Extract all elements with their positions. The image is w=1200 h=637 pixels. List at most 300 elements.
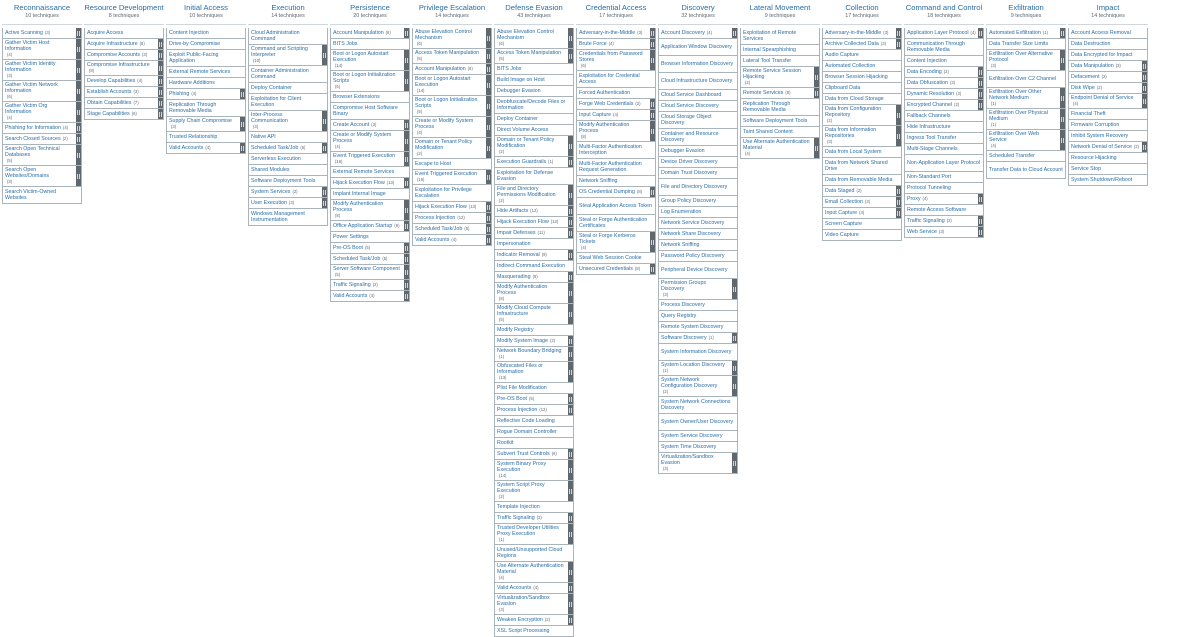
technique-link[interactable] (85, 76, 158, 86)
technique-label[interactable]: Boot or Logon Autostart Execution (415, 76, 471, 88)
technique-label[interactable]: Container Administration Command (251, 68, 309, 80)
technique-link[interactable] (987, 50, 1060, 70)
expand-subtechniques-handle-icon[interactable] (568, 250, 573, 260)
technique-label[interactable]: Shared Modules (251, 167, 290, 173)
technique-link[interactable] (823, 208, 896, 218)
technique-cell[interactable] (822, 94, 902, 105)
technique-cell[interactable] (166, 132, 246, 143)
technique-link[interactable] (167, 78, 245, 88)
technique-link[interactable] (905, 183, 983, 193)
expand-subtechniques-handle-icon[interactable] (568, 136, 573, 156)
technique-label[interactable]: Defacement (1071, 74, 1100, 80)
technique-label[interactable]: Browser Session Hijacking (825, 74, 888, 80)
tactic-header[interactable] (904, 3, 984, 25)
technique-cell[interactable] (1068, 61, 1148, 72)
tactic-header[interactable] (822, 3, 902, 25)
expand-subtechniques-handle-icon[interactable] (1142, 61, 1147, 71)
technique-link[interactable] (495, 449, 568, 459)
technique-label[interactable]: Data from Cloud Storage (825, 96, 884, 102)
technique-link[interactable] (249, 28, 327, 44)
technique-link[interactable] (167, 39, 245, 49)
expand-subtechniques-handle-icon[interactable] (1060, 50, 1065, 70)
technique-label[interactable]: Transfer Data to Cloud Account (989, 167, 1063, 173)
technique-cell[interactable] (494, 347, 574, 362)
expand-subtechniques-handle-icon[interactable] (486, 138, 491, 158)
technique-link[interactable] (3, 187, 81, 203)
expand-subtechniques-handle-icon[interactable] (76, 28, 81, 38)
technique-label[interactable]: Steal or Forge Authentication Certificates (579, 217, 648, 229)
technique-label[interactable]: External Remote Services (333, 169, 395, 175)
technique-label[interactable]: Rogue Domain Controller (497, 429, 557, 435)
technique-cell[interactable] (330, 189, 410, 200)
technique-label[interactable]: Rootkit (497, 440, 514, 446)
technique-link[interactable] (495, 64, 573, 74)
technique-cell[interactable] (166, 39, 246, 50)
technique-link[interactable] (413, 185, 491, 201)
technique-cell[interactable] (904, 67, 984, 78)
technique-label[interactable]: Abuse Elevation Control Mechanism (497, 29, 554, 41)
technique-label[interactable]: Exploitation for Credential Access (579, 73, 640, 85)
technique-link[interactable] (3, 145, 76, 165)
technique-link[interactable] (823, 94, 901, 104)
technique-cell[interactable] (494, 449, 574, 460)
technique-cell[interactable] (494, 272, 574, 283)
technique-cell[interactable] (166, 100, 246, 117)
expand-subtechniques-handle-icon[interactable] (650, 39, 655, 49)
technique-link[interactable] (495, 239, 573, 249)
technique-cell[interactable] (904, 39, 984, 56)
technique-cell[interactable] (658, 73, 738, 90)
technique-link[interactable] (577, 110, 650, 120)
expand-subtechniques-handle-icon[interactable] (486, 224, 491, 234)
technique-label[interactable]: Network Sniffing (661, 242, 700, 248)
expand-subtechniques-handle-icon[interactable] (650, 121, 655, 141)
technique-link[interactable] (823, 186, 896, 196)
technique-link[interactable] (167, 143, 240, 153)
technique-cell[interactable] (84, 39, 164, 50)
technique-label[interactable]: Compromise Accounts (87, 52, 140, 58)
technique-label[interactable]: Data Obfuscation (907, 80, 948, 86)
technique-link[interactable] (1069, 39, 1147, 49)
expand-subtechniques-handle-icon[interactable] (568, 157, 573, 167)
technique-cell[interactable] (904, 194, 984, 205)
technique-cell[interactable] (412, 224, 492, 235)
technique-label[interactable]: User Execution (251, 200, 287, 206)
technique-link[interactable] (495, 347, 568, 361)
expand-subtechniques-handle-icon[interactable] (404, 178, 409, 188)
technique-link[interactable] (905, 39, 983, 55)
expand-subtechniques-handle-icon[interactable] (240, 89, 245, 99)
technique-cell[interactable] (904, 28, 984, 39)
technique-link[interactable] (85, 50, 158, 60)
technique-label[interactable]: System Binary Proxy Execution (497, 461, 547, 473)
technique-label[interactable]: Software Deployment Tools (251, 178, 316, 184)
technique-cell[interactable] (658, 262, 738, 279)
technique-link[interactable] (987, 39, 1065, 49)
technique-label[interactable]: Multi-Stage Channels (907, 146, 958, 152)
technique-label[interactable]: Scheduled Task/Job (415, 226, 463, 232)
technique-link[interactable] (167, 28, 245, 38)
technique-cell[interactable] (576, 142, 656, 159)
technique-link[interactable] (659, 39, 737, 55)
expand-subtechniques-handle-icon[interactable] (568, 304, 573, 324)
technique-label[interactable]: Ingress Tool Transfer (907, 135, 957, 141)
technique-cell[interactable] (330, 103, 410, 120)
tactic-name[interactable]: Reconnaissance (13, 3, 71, 12)
technique-link[interactable] (495, 114, 573, 124)
technique-cell[interactable] (330, 131, 410, 152)
technique-link[interactable] (167, 50, 245, 66)
technique-cell[interactable] (904, 216, 984, 227)
technique-cell[interactable] (494, 64, 574, 75)
technique-cell[interactable] (248, 83, 328, 94)
expand-subtechniques-handle-icon[interactable] (404, 50, 409, 70)
technique-label[interactable]: File and Directory Discovery (661, 184, 728, 190)
technique-label[interactable]: Acquire Access (87, 30, 124, 36)
technique-link[interactable] (495, 524, 568, 544)
technique-label[interactable]: Traffic Signaling (497, 515, 535, 521)
technique-link[interactable] (495, 438, 573, 448)
technique-label[interactable]: Exploit Public-Facing Application (169, 52, 219, 64)
technique-label[interactable]: Scheduled Transfer (989, 153, 1035, 159)
technique-label[interactable]: Valid Accounts (333, 293, 368, 299)
technique-label[interactable]: Unused/Unsupported Cloud Regions (497, 547, 563, 559)
technique-link[interactable] (577, 99, 650, 109)
expand-subtechniques-handle-icon[interactable] (1060, 28, 1065, 38)
expand-subtechniques-handle-icon[interactable] (896, 39, 901, 49)
technique-label[interactable]: Boot or Logon Autostart Execution (333, 51, 389, 63)
expand-subtechniques-handle-icon[interactable] (322, 143, 327, 153)
technique-link[interactable] (331, 92, 409, 102)
technique-cell[interactable] (986, 39, 1066, 50)
technique-link[interactable] (823, 83, 901, 93)
technique-link[interactable] (413, 224, 486, 234)
technique-link[interactable] (577, 50, 650, 70)
technique-link[interactable] (249, 111, 322, 131)
technique-link[interactable] (3, 81, 76, 101)
technique-label[interactable]: Replication Through Removable Media (169, 102, 217, 114)
expand-subtechniques-handle-icon[interactable] (404, 28, 409, 38)
technique-link[interactable] (167, 117, 240, 131)
technique-label[interactable]: Scheduled Task/Job (333, 256, 381, 262)
expand-subtechniques-handle-icon[interactable] (322, 111, 327, 131)
technique-link[interactable] (577, 198, 655, 214)
technique-label[interactable]: Direct Volume Access (497, 127, 549, 133)
technique-cell[interactable] (494, 261, 574, 272)
technique-cell[interactable] (822, 28, 902, 39)
technique-label[interactable]: System Time Discovery (661, 444, 717, 450)
technique-label[interactable]: Subvert Trust Controls (497, 451, 550, 457)
expand-subtechniques-handle-icon[interactable] (486, 202, 491, 212)
expand-subtechniques-handle-icon[interactable] (568, 583, 573, 593)
technique-label[interactable]: Cloud Infrastructure Discovery (661, 78, 733, 84)
technique-cell[interactable] (166, 89, 246, 100)
technique-cell[interactable] (658, 251, 738, 262)
technique-cell[interactable] (904, 111, 984, 122)
technique-cell[interactable] (658, 344, 738, 361)
technique-link[interactable] (495, 383, 573, 393)
technique-cell[interactable] (904, 78, 984, 89)
expand-subtechniques-handle-icon[interactable] (568, 283, 573, 303)
technique-cell[interactable] (1068, 120, 1148, 131)
technique-label[interactable]: Execution Guardrails (497, 159, 547, 165)
technique-cell[interactable] (494, 545, 574, 562)
technique-label[interactable]: Exploitation for Privilege Escalation (415, 187, 472, 199)
expand-subtechniques-handle-icon[interactable] (978, 28, 983, 38)
technique-label[interactable]: Use Alternate Authentication Material (743, 139, 810, 151)
technique-label[interactable]: Establish Accounts (87, 89, 132, 95)
technique-label[interactable]: Process Injection (415, 215, 456, 221)
technique-label[interactable]: Exploitation of Remote Services (743, 30, 797, 42)
technique-label[interactable]: Deploy Container (497, 116, 538, 122)
technique-label[interactable]: Encrypted Channel (907, 102, 953, 108)
expand-subtechniques-handle-icon[interactable] (568, 206, 573, 216)
technique-link[interactable] (495, 427, 573, 437)
technique-label[interactable]: System Service Discovery (661, 433, 723, 439)
technique-label[interactable]: Proxy (907, 196, 921, 202)
technique-link[interactable] (413, 213, 486, 223)
expand-subtechniques-handle-icon[interactable] (486, 213, 491, 223)
technique-cell[interactable] (1068, 72, 1148, 83)
technique-label[interactable]: Escape to Host (415, 161, 451, 167)
technique-label[interactable]: Exfiltration Over Other Network Medium (989, 89, 1042, 101)
technique-cell[interactable] (658, 311, 738, 322)
technique-label[interactable]: Serverless Execution (251, 156, 301, 162)
technique-label[interactable]: Cloud Administration Command (251, 30, 300, 42)
technique-cell[interactable] (658, 56, 738, 73)
technique-cell[interactable] (2, 81, 82, 102)
technique-cell[interactable] (330, 152, 410, 167)
technique-link[interactable] (741, 138, 814, 158)
technique-link[interactable] (331, 280, 404, 290)
technique-link[interactable] (823, 197, 896, 207)
expand-subtechniques-handle-icon[interactable] (158, 39, 163, 49)
technique-cell[interactable] (330, 254, 410, 265)
technique-link[interactable] (495, 394, 568, 404)
technique-label[interactable]: Data from Network Shared Drive (825, 160, 888, 172)
technique-cell[interactable] (576, 187, 656, 198)
technique-label[interactable]: Account Manipulation (333, 30, 384, 36)
expand-subtechniques-handle-icon[interactable] (732, 453, 737, 473)
technique-cell[interactable] (576, 215, 656, 232)
technique-link[interactable] (495, 615, 568, 625)
technique-link[interactable] (905, 205, 983, 215)
expand-subtechniques-handle-icon[interactable] (158, 50, 163, 60)
technique-link[interactable] (741, 99, 819, 115)
technique-cell[interactable] (740, 127, 820, 138)
technique-cell[interactable] (330, 265, 410, 280)
technique-label[interactable]: Device Driver Discovery (661, 159, 718, 165)
expand-subtechniques-handle-icon[interactable] (1060, 130, 1065, 150)
tactic-name[interactable]: Command and Control (905, 3, 983, 12)
technique-link[interactable] (905, 144, 983, 154)
technique-link[interactable] (905, 133, 983, 143)
technique-cell[interactable] (740, 116, 820, 127)
tactic-header[interactable] (494, 3, 574, 25)
technique-cell[interactable] (494, 416, 574, 427)
technique-link[interactable] (1069, 109, 1147, 119)
technique-cell[interactable] (84, 76, 164, 87)
technique-cell[interactable] (248, 28, 328, 45)
expand-subtechniques-handle-icon[interactable] (978, 100, 983, 110)
technique-link[interactable] (905, 155, 983, 171)
technique-cell[interactable] (494, 217, 574, 228)
technique-cell[interactable] (740, 28, 820, 45)
technique-label[interactable]: BITS Jobs (497, 66, 522, 72)
technique-cell[interactable] (2, 134, 82, 145)
technique-label[interactable]: Valid Accounts (497, 585, 532, 591)
technique-link[interactable] (495, 217, 568, 227)
technique-link[interactable] (987, 71, 1065, 87)
technique-label[interactable]: Clipboard Data (825, 85, 861, 91)
technique-cell[interactable] (904, 144, 984, 155)
technique-link[interactable] (413, 235, 486, 245)
technique-label[interactable]: Steal Web Session Cookie (579, 255, 642, 261)
expand-subtechniques-handle-icon[interactable] (650, 264, 655, 274)
technique-cell[interactable] (658, 90, 738, 101)
technique-cell[interactable] (494, 97, 574, 114)
technique-label[interactable]: Resource Hijacking (1071, 155, 1117, 161)
technique-link[interactable] (331, 200, 404, 220)
expand-subtechniques-handle-icon[interactable] (322, 198, 327, 208)
technique-cell[interactable] (494, 250, 574, 261)
expand-subtechniques-handle-icon[interactable] (240, 117, 245, 131)
technique-cell[interactable] (330, 280, 410, 291)
technique-label[interactable]: Adversary-in-the-Middle (579, 30, 636, 36)
technique-label[interactable]: Search Closed Sources (5, 136, 61, 142)
technique-cell[interactable] (1068, 142, 1148, 153)
technique-cell[interactable] (412, 170, 492, 185)
technique-cell[interactable] (84, 87, 164, 98)
technique-cell[interactable] (494, 325, 574, 336)
technique-link[interactable] (85, 109, 158, 119)
technique-link[interactable] (659, 179, 737, 195)
expand-subtechniques-handle-icon[interactable] (322, 45, 327, 65)
technique-link[interactable] (495, 336, 568, 346)
technique-cell[interactable] (822, 186, 902, 197)
technique-link[interactable] (659, 240, 737, 250)
technique-label[interactable]: Trusted Developer Utilities Proxy Execution (497, 525, 559, 537)
technique-cell[interactable] (494, 185, 574, 206)
technique-cell[interactable] (986, 130, 1066, 151)
technique-label[interactable]: Data from Information Repositories (825, 127, 877, 139)
technique-cell[interactable] (822, 126, 902, 147)
technique-cell[interactable] (822, 208, 902, 219)
technique-label[interactable]: Pre-OS Boot (333, 245, 364, 251)
technique-cell[interactable] (494, 283, 574, 304)
expand-subtechniques-handle-icon[interactable] (568, 481, 573, 501)
technique-cell[interactable] (740, 45, 820, 56)
technique-cell[interactable] (740, 88, 820, 99)
technique-link[interactable] (495, 325, 573, 335)
technique-label[interactable]: Hijack Execution Flow (415, 204, 467, 210)
technique-link[interactable] (1069, 175, 1147, 185)
technique-link[interactable] (85, 61, 158, 75)
technique-link[interactable] (3, 28, 76, 38)
technique-link[interactable] (823, 126, 896, 146)
technique-link[interactable] (741, 116, 819, 126)
technique-cell[interactable] (84, 61, 164, 76)
technique-link[interactable] (85, 28, 163, 38)
expand-subtechniques-handle-icon[interactable] (650, 28, 655, 38)
technique-label[interactable]: Hijack Execution Flow (333, 180, 385, 186)
expand-subtechniques-handle-icon[interactable] (568, 594, 573, 614)
technique-cell[interactable] (740, 99, 820, 116)
technique-link[interactable] (413, 202, 486, 212)
technique-cell[interactable] (330, 232, 410, 243)
expand-subtechniques-handle-icon[interactable] (568, 185, 573, 205)
technique-cell[interactable] (904, 155, 984, 172)
technique-label[interactable]: Develop Capabilities (87, 78, 136, 84)
expand-subtechniques-handle-icon[interactable] (568, 49, 573, 63)
technique-link[interactable] (413, 75, 486, 95)
technique-label[interactable]: System Network Configuration Discovery (661, 377, 718, 389)
technique-cell[interactable] (986, 71, 1066, 88)
technique-cell[interactable] (494, 157, 574, 168)
technique-link[interactable] (331, 221, 404, 231)
technique-cell[interactable] (658, 129, 738, 146)
technique-link[interactable] (577, 215, 655, 231)
technique-label[interactable]: Modify Authentication Process (497, 284, 548, 296)
technique-cell[interactable] (822, 230, 902, 241)
technique-label[interactable]: File and Directory Permissions Modification (497, 186, 556, 198)
technique-label[interactable]: Service Stop (1071, 166, 1102, 172)
technique-cell[interactable] (822, 158, 902, 175)
expand-subtechniques-handle-icon[interactable] (650, 187, 655, 197)
technique-link[interactable] (987, 109, 1060, 129)
tactic-name[interactable]: Persistence (350, 3, 390, 12)
technique-label[interactable]: Valid Accounts (415, 237, 450, 243)
technique-cell[interactable] (576, 121, 656, 142)
technique-link[interactable] (659, 453, 732, 473)
technique-link[interactable] (659, 229, 737, 239)
technique-label[interactable]: Protocol Tunneling (907, 185, 951, 191)
expand-subtechniques-handle-icon[interactable] (158, 87, 163, 97)
expand-subtechniques-handle-icon[interactable] (568, 562, 573, 582)
expand-subtechniques-handle-icon[interactable] (404, 131, 409, 151)
technique-cell[interactable] (822, 72, 902, 83)
technique-label[interactable]: Gather Victim Identity Information (5, 61, 56, 73)
technique-cell[interactable] (494, 383, 574, 394)
tactic-name[interactable]: Execution (271, 3, 305, 12)
technique-cell[interactable] (494, 336, 574, 347)
technique-link[interactable] (495, 250, 568, 260)
expand-subtechniques-handle-icon[interactable] (404, 120, 409, 130)
technique-cell[interactable] (576, 28, 656, 39)
technique-cell[interactable] (494, 502, 574, 513)
technique-link[interactable] (331, 265, 404, 279)
expand-subtechniques-handle-icon[interactable] (158, 98, 163, 108)
tactic-header[interactable] (248, 3, 328, 25)
technique-label[interactable]: Exploitation for Defense Evasion (497, 170, 554, 182)
technique-label[interactable]: Browser Extensions (333, 94, 380, 100)
expand-subtechniques-handle-icon[interactable] (1142, 83, 1147, 93)
technique-link[interactable] (905, 172, 983, 182)
technique-label[interactable]: Input Capture (825, 210, 858, 216)
expand-subtechniques-handle-icon[interactable] (978, 216, 983, 226)
technique-cell[interactable] (904, 183, 984, 194)
technique-cell[interactable] (658, 28, 738, 39)
technique-link[interactable] (495, 228, 568, 238)
technique-link[interactable] (249, 132, 327, 142)
technique-cell[interactable] (166, 117, 246, 132)
tactic-name[interactable]: Credential Access (585, 3, 647, 12)
technique-label[interactable]: Non-Application Layer Protocol (907, 160, 981, 166)
technique-label[interactable]: Data Encoding (907, 69, 942, 75)
technique-link[interactable] (741, 45, 819, 55)
technique-cell[interactable] (330, 291, 410, 302)
expand-subtechniques-handle-icon[interactable] (76, 166, 81, 186)
